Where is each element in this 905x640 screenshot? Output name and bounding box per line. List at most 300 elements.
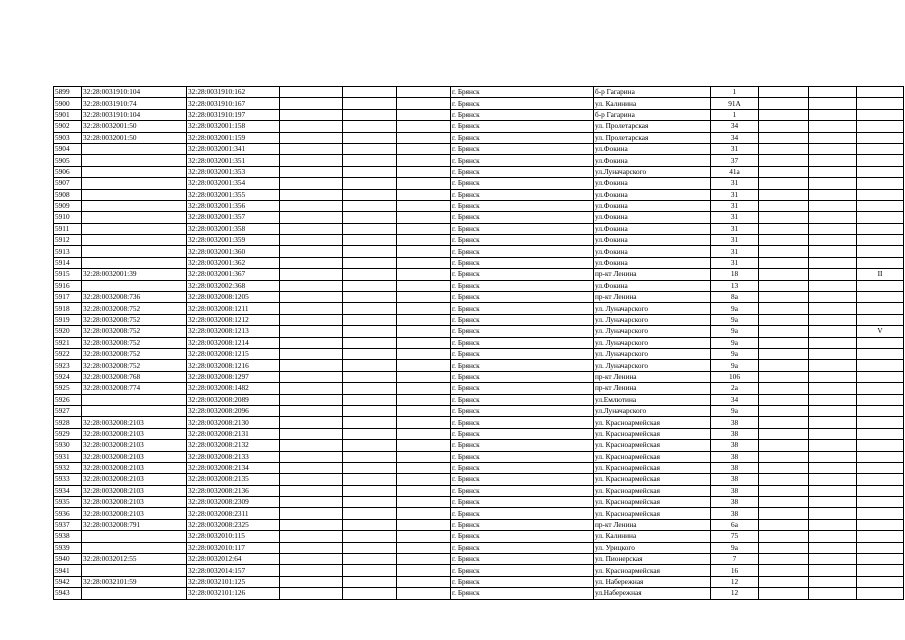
empty-cell: [809, 428, 857, 439]
street-cell: ул.Фокина: [594, 280, 711, 291]
empty-cell: [343, 269, 397, 280]
house-number-cell: 31: [711, 189, 759, 200]
empty-cell: [809, 178, 857, 189]
room-number-cell: [857, 531, 904, 542]
parent-cadastral-number-cell: [82, 531, 187, 542]
empty-cell: [759, 87, 809, 98]
cadastral-number-cell: 32:28:0032008:1213: [187, 326, 280, 337]
room-number-cell: [857, 189, 904, 200]
city-cell: г. Брянск: [451, 109, 594, 120]
parent-cadastral-number-cell: 32:28:0031910:104: [82, 109, 187, 120]
parent-cadastral-number-cell: [82, 223, 187, 234]
house-number-cell: 31: [711, 257, 759, 268]
street-cell: ул. Луначарского: [594, 326, 711, 337]
cadastral-number-cell: 32:28:0032001:357: [187, 212, 280, 223]
cadastral-number-cell: 32:28:0032008:2134: [187, 462, 280, 473]
table-row: [54, 132, 904, 143]
empty-cell: [397, 474, 451, 485]
empty-cell: [809, 348, 857, 359]
house-number-cell: 9а: [711, 542, 759, 553]
room-number-cell: [857, 542, 904, 553]
house-number-cell: 34: [711, 132, 759, 143]
empty-cell: [397, 588, 451, 599]
room-number-cell: [857, 280, 904, 291]
table-row: [54, 87, 904, 98]
house-number-cell: 31: [711, 178, 759, 189]
parent-cadastral-number-cell: [82, 143, 187, 154]
empty-cell: [280, 109, 343, 120]
street-cell: ул.Фокина: [594, 235, 711, 246]
empty-cell: [343, 303, 397, 314]
street-cell: ул. Красноармейская: [594, 440, 711, 451]
empty-cell: [759, 292, 809, 303]
table-row: [54, 280, 904, 291]
cadastral-number-cell: 32:28:0032001:359: [187, 235, 280, 246]
empty-cell: [809, 87, 857, 98]
empty-cell: [280, 178, 343, 189]
room-number-cell: [857, 565, 904, 576]
empty-cell: [809, 303, 857, 314]
table-body: [54, 87, 904, 600]
empty-cell: [343, 280, 397, 291]
table-row: [54, 200, 904, 211]
room-number-cell: [857, 292, 904, 303]
table-row: [54, 371, 904, 382]
parent-cadastral-number-cell: 32:28:0032008:791: [82, 519, 187, 530]
street-cell: ул. Луначарского: [594, 337, 711, 348]
cadastral-number-cell: 32:28:0032008:2309: [187, 497, 280, 508]
empty-cell: [280, 588, 343, 599]
house-number-cell: 31: [711, 200, 759, 211]
room-number-cell: [857, 98, 904, 109]
street-cell: ул. Луначарского: [594, 348, 711, 359]
empty-cell: [343, 440, 397, 451]
empty-cell: [759, 303, 809, 314]
city-cell: г. Брянск: [451, 485, 594, 496]
street-cell: ул. Красноармейская: [594, 474, 711, 485]
room-number-cell: [857, 451, 904, 462]
table-row: [54, 166, 904, 177]
empty-cell: [343, 132, 397, 143]
parent-cadastral-number-cell: [82, 246, 187, 257]
row-number-cell: 5921: [54, 337, 82, 348]
empty-cell: [280, 440, 343, 451]
empty-cell: [397, 98, 451, 109]
parent-cadastral-number-cell: 32:28:0032012:55: [82, 554, 187, 565]
city-cell: г. Брянск: [451, 531, 594, 542]
row-number-cell: 5907: [54, 178, 82, 189]
house-number-cell: 9а: [711, 337, 759, 348]
parent-cadastral-number-cell: [82, 178, 187, 189]
city-cell: г. Брянск: [451, 269, 594, 280]
house-number-cell: 38: [711, 428, 759, 439]
empty-cell: [343, 405, 397, 416]
parent-cadastral-number-cell: 32:28:0032008:752: [82, 326, 187, 337]
parent-cadastral-number-cell: 32:28:0032101:59: [82, 576, 187, 587]
empty-cell: [280, 246, 343, 257]
empty-cell: [280, 155, 343, 166]
table-row: [54, 257, 904, 268]
empty-cell: [809, 212, 857, 223]
house-number-cell: 37: [711, 155, 759, 166]
parent-cadastral-number-cell: 32:28:0031910:104: [82, 87, 187, 98]
house-number-cell: 9а: [711, 303, 759, 314]
table-row: [54, 542, 904, 553]
empty-cell: [343, 451, 397, 462]
cadastral-number-cell: 32:28:0032008:2311: [187, 508, 280, 519]
row-number-cell: 5938: [54, 531, 82, 542]
row-number-cell: 5930: [54, 440, 82, 451]
cadastral-number-cell: 32:28:0032008:1212: [187, 314, 280, 325]
empty-cell: [397, 121, 451, 132]
empty-cell: [397, 280, 451, 291]
empty-cell: [809, 269, 857, 280]
empty-cell: [809, 155, 857, 166]
room-number-cell: [857, 314, 904, 325]
cadastral-number-cell: 32:28:0032008:1214: [187, 337, 280, 348]
house-number-cell: 75: [711, 531, 759, 542]
empty-cell: [759, 417, 809, 428]
house-number-cell: 13: [711, 280, 759, 291]
row-number-cell: 5913: [54, 246, 82, 257]
empty-cell: [397, 428, 451, 439]
empty-cell: [280, 292, 343, 303]
empty-cell: [759, 554, 809, 565]
table-row: [54, 109, 904, 120]
table-row: [54, 519, 904, 530]
empty-cell: [397, 360, 451, 371]
street-cell: ул. Пролетарская: [594, 121, 711, 132]
house-number-cell: 16: [711, 565, 759, 576]
street-cell: пр-кт Ленина: [594, 269, 711, 280]
house-number-cell: 8а: [711, 292, 759, 303]
empty-cell: [343, 360, 397, 371]
table-row: [54, 292, 904, 303]
row-number-cell: 5932: [54, 462, 82, 473]
registry-table: [53, 86, 904, 600]
house-number-cell: 38: [711, 508, 759, 519]
row-number-cell: 5933: [54, 474, 82, 485]
room-number-cell: [857, 462, 904, 473]
cadastral-number-cell: 32:28:0032008:1216: [187, 360, 280, 371]
room-number-cell: [857, 497, 904, 508]
empty-cell: [759, 223, 809, 234]
empty-cell: [280, 212, 343, 223]
street-cell: ул.Фокина: [594, 143, 711, 154]
cadastral-number-cell: 32:28:0032001:355: [187, 189, 280, 200]
row-number-cell: 5924: [54, 371, 82, 382]
empty-cell: [397, 223, 451, 234]
city-cell: г. Брянск: [451, 462, 594, 473]
table-row: [54, 337, 904, 348]
empty-cell: [343, 576, 397, 587]
empty-cell: [397, 542, 451, 553]
empty-cell: [280, 542, 343, 553]
empty-cell: [759, 280, 809, 291]
street-cell: ул. Урицкого: [594, 542, 711, 553]
row-number-cell: 5905: [54, 155, 82, 166]
empty-cell: [759, 121, 809, 132]
cadastral-number-cell: 32:28:0032101:126: [187, 588, 280, 599]
empty-cell: [397, 348, 451, 359]
empty-cell: [343, 474, 397, 485]
room-number-cell: [857, 348, 904, 359]
row-number-cell: 5903: [54, 132, 82, 143]
table-row: [54, 235, 904, 246]
parent-cadastral-number-cell: 32:28:0032008:2103: [82, 497, 187, 508]
row-number-cell: 5916: [54, 280, 82, 291]
empty-cell: [343, 326, 397, 337]
parent-cadastral-number-cell: [82, 166, 187, 177]
city-cell: г. Брянск: [451, 565, 594, 576]
parent-cadastral-number-cell: 32:28:0032001:50: [82, 121, 187, 132]
parent-cadastral-number-cell: 32:28:0032008:752: [82, 303, 187, 314]
street-cell: б-р Гагарина: [594, 87, 711, 98]
empty-cell: [280, 121, 343, 132]
empty-cell: [343, 257, 397, 268]
room-number-cell: [857, 428, 904, 439]
empty-cell: [759, 451, 809, 462]
empty-cell: [343, 508, 397, 519]
empty-cell: [809, 280, 857, 291]
cadastral-number-cell: 32:28:0032001:341: [187, 143, 280, 154]
empty-cell: [809, 246, 857, 257]
room-number-cell: [857, 440, 904, 451]
empty-cell: [343, 235, 397, 246]
city-cell: г. Брянск: [451, 132, 594, 143]
room-number-cell: [857, 246, 904, 257]
house-number-cell: 38: [711, 462, 759, 473]
cadastral-number-cell: 32:28:0032001:351: [187, 155, 280, 166]
room-number-cell: [857, 166, 904, 177]
empty-cell: [280, 417, 343, 428]
empty-cell: [280, 428, 343, 439]
empty-cell: [397, 292, 451, 303]
empty-cell: [397, 405, 451, 416]
row-number-cell: 5908: [54, 189, 82, 200]
empty-cell: [759, 405, 809, 416]
table-row: [54, 212, 904, 223]
cadastral-number-cell: 32:28:0032008:1297: [187, 371, 280, 382]
parent-cadastral-number-cell: [82, 189, 187, 200]
row-number-cell: 5919: [54, 314, 82, 325]
parent-cadastral-number-cell: 32:28:0032001:39: [82, 269, 187, 280]
street-cell: ул.Фокина: [594, 200, 711, 211]
room-number-cell: [857, 474, 904, 485]
row-number-cell: 5941: [54, 565, 82, 576]
empty-cell: [343, 383, 397, 394]
empty-cell: [759, 155, 809, 166]
cadastral-number-cell: 32:28:0032001:367: [187, 269, 280, 280]
house-number-cell: 31: [711, 212, 759, 223]
street-cell: пр-кт Ленина: [594, 383, 711, 394]
house-number-cell: 18: [711, 269, 759, 280]
empty-cell: [759, 485, 809, 496]
parent-cadastral-number-cell: 32:28:0032008:2103: [82, 485, 187, 496]
empty-cell: [343, 565, 397, 576]
cadastral-number-cell: 32:28:0032008:1482: [187, 383, 280, 394]
empty-cell: [397, 576, 451, 587]
table-row: [54, 405, 904, 416]
house-number-cell: 1: [711, 109, 759, 120]
cadastral-number-cell: 32:28:0032001:358: [187, 223, 280, 234]
parent-cadastral-number-cell: [82, 394, 187, 405]
city-cell: г. Брянск: [451, 428, 594, 439]
street-cell: ул. Красноармейская: [594, 451, 711, 462]
empty-cell: [397, 200, 451, 211]
empty-cell: [397, 189, 451, 200]
row-number-cell: 5943: [54, 588, 82, 599]
empty-cell: [809, 405, 857, 416]
parent-cadastral-number-cell: [82, 212, 187, 223]
city-cell: г. Брянск: [451, 200, 594, 211]
empty-cell: [809, 383, 857, 394]
row-number-cell: 5906: [54, 166, 82, 177]
table-row: [54, 588, 904, 599]
empty-cell: [809, 565, 857, 576]
empty-cell: [759, 269, 809, 280]
house-number-cell: 1: [711, 87, 759, 98]
row-number-cell: 5917: [54, 292, 82, 303]
row-number-cell: 5901: [54, 109, 82, 120]
empty-cell: [397, 508, 451, 519]
room-number-cell: [857, 303, 904, 314]
city-cell: г. Брянск: [451, 417, 594, 428]
empty-cell: [809, 576, 857, 587]
empty-cell: [809, 200, 857, 211]
room-number-cell: [857, 405, 904, 416]
parent-cadastral-number-cell: 32:28:0031910:74: [82, 98, 187, 109]
room-number-cell: [857, 337, 904, 348]
empty-cell: [343, 371, 397, 382]
house-number-cell: 106: [711, 371, 759, 382]
row-number-cell: 5931: [54, 451, 82, 462]
row-number-cell: 5922: [54, 348, 82, 359]
empty-cell: [343, 143, 397, 154]
street-cell: ул.Фокина: [594, 212, 711, 223]
empty-cell: [343, 462, 397, 473]
city-cell: г. Брянск: [451, 212, 594, 223]
empty-cell: [280, 383, 343, 394]
house-number-cell: 38: [711, 451, 759, 462]
city-cell: г. Брянск: [451, 303, 594, 314]
row-number-cell: 5902: [54, 121, 82, 132]
cadastral-number-cell: 32:28:0032101:125: [187, 576, 280, 587]
empty-cell: [809, 121, 857, 132]
room-number-cell: II: [857, 269, 904, 280]
room-number-cell: [857, 371, 904, 382]
street-cell: ул. Калинина: [594, 531, 711, 542]
cadastral-number-cell: 32:28:0032008:2132: [187, 440, 280, 451]
street-cell: ул. Калинина: [594, 98, 711, 109]
street-cell: ул. Луначарского: [594, 360, 711, 371]
city-cell: г. Брянск: [451, 371, 594, 382]
house-number-cell: 7: [711, 554, 759, 565]
parent-cadastral-number-cell: 32:28:0032008:752: [82, 337, 187, 348]
table-row: [54, 326, 904, 337]
table-row: [54, 348, 904, 359]
empty-cell: [343, 337, 397, 348]
row-number-cell: 5914: [54, 257, 82, 268]
city-cell: г. Брянск: [451, 223, 594, 234]
row-number-cell: 5899: [54, 87, 82, 98]
empty-cell: [343, 554, 397, 565]
room-number-cell: [857, 223, 904, 234]
city-cell: г. Брянск: [451, 280, 594, 291]
room-number-cell: [857, 87, 904, 98]
empty-cell: [759, 235, 809, 246]
row-number-cell: 5928: [54, 417, 82, 428]
row-number-cell: 5911: [54, 223, 82, 234]
parent-cadastral-number-cell: 32:28:0032008:2103: [82, 428, 187, 439]
house-number-cell: 31: [711, 235, 759, 246]
empty-cell: [280, 474, 343, 485]
row-number-cell: 5942: [54, 576, 82, 587]
parent-cadastral-number-cell: 32:28:0032008:752: [82, 348, 187, 359]
empty-cell: [809, 554, 857, 565]
table-row: [54, 155, 904, 166]
parent-cadastral-number-cell: 32:28:0032008:2103: [82, 462, 187, 473]
empty-cell: [397, 155, 451, 166]
empty-cell: [759, 326, 809, 337]
house-number-cell: 38: [711, 485, 759, 496]
empty-cell: [397, 462, 451, 473]
room-number-cell: [857, 121, 904, 132]
empty-cell: [397, 257, 451, 268]
house-number-cell: 34: [711, 121, 759, 132]
empty-cell: [280, 360, 343, 371]
empty-cell: [809, 474, 857, 485]
cadastral-number-cell: 32:28:0032008:1215: [187, 348, 280, 359]
empty-cell: [280, 257, 343, 268]
table-row: [54, 189, 904, 200]
table-row: [54, 474, 904, 485]
empty-cell: [397, 417, 451, 428]
empty-cell: [343, 519, 397, 530]
row-number-cell: 5939: [54, 542, 82, 553]
row-number-cell: 5915: [54, 269, 82, 280]
empty-cell: [809, 485, 857, 496]
cadastral-number-cell: 32:28:0032010:115: [187, 531, 280, 542]
cadastral-number-cell: 32:28:0032008:1205: [187, 292, 280, 303]
empty-cell: [343, 531, 397, 542]
cadastral-number-cell: 32:28:0032001:360: [187, 246, 280, 257]
empty-cell: [759, 109, 809, 120]
empty-cell: [343, 212, 397, 223]
parent-cadastral-number-cell: 32:28:0032008:2103: [82, 440, 187, 451]
street-cell: ул. Красноармейская: [594, 485, 711, 496]
empty-cell: [343, 200, 397, 211]
cadastral-number-cell: 32:28:0032001:158: [187, 121, 280, 132]
city-cell: г. Брянск: [451, 166, 594, 177]
row-number-cell: 5936: [54, 508, 82, 519]
cadastral-number-cell: 32:28:0032008:2136: [187, 485, 280, 496]
city-cell: г. Брянск: [451, 314, 594, 325]
empty-cell: [759, 360, 809, 371]
row-number-cell: 5918: [54, 303, 82, 314]
empty-cell: [280, 371, 343, 382]
empty-cell: [397, 337, 451, 348]
room-number-cell: [857, 554, 904, 565]
city-cell: г. Брянск: [451, 588, 594, 599]
table-row: [54, 451, 904, 462]
room-number-cell: [857, 383, 904, 394]
empty-cell: [280, 462, 343, 473]
empty-cell: [759, 189, 809, 200]
room-number-cell: [857, 485, 904, 496]
table-row: [54, 223, 904, 234]
table-row: [54, 98, 904, 109]
